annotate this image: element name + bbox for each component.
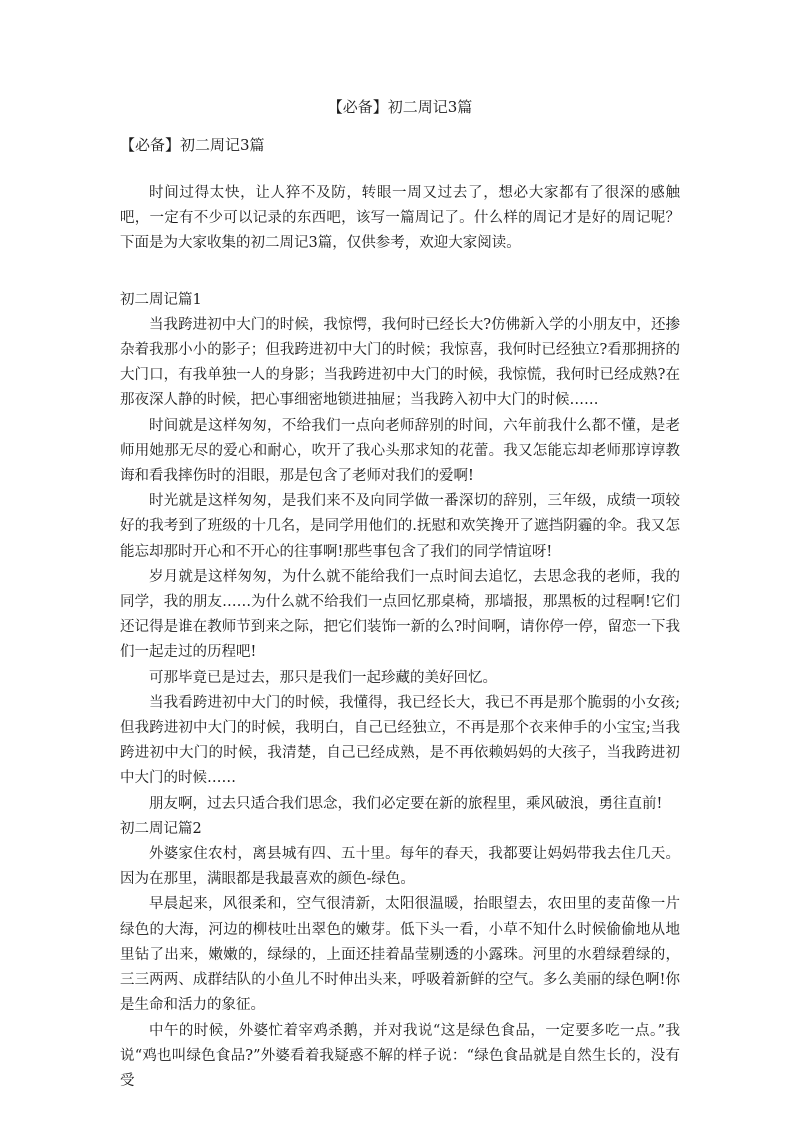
body-paragraph: 时光就是这样匆匆，是我们来不及向同学做一番深切的辞别，三年级，成绩一项较好的我考到了班级的十几名，是同学用他们的.抚慰和欢笑搀开了遮挡阴霾的伞。我又怎能忘却那时开心和不开心的往事啊!那些事包含了我们的同学情谊呀! [120,493,680,560]
section-heading: 初二周记篇1 [120,291,202,308]
document-body [120,181,680,1094]
section-heading: 初二周记篇2 [120,820,202,837]
document-title: 【必备】初二周记3篇 [327,98,473,116]
document-subtitle: 【必备】初二周记3篇 [120,136,265,154]
intro-paragraph: 时间过得太快，让人猝不及防，转眼一周又过去了，想必大家都有了很深的感触吧，一定有不少可以记录的东西吧，该写一篇周记了。什么样的周记才是好的周记呢？下面是为大家收集的初二周记3篇，仅供参考，欢迎大家阅读。 [120,185,680,252]
body-paragraph: 外婆家住农村，离县城有四、五十里。每年的春天，我都要让妈妈带我去住几天。因为在那里，满眼都是我最喜欢的颜色-绿色。 [120,846,680,888]
body-paragraph: 当我跨进初中大门的时候，我惊愕，我何时已经长大?仿佛新入学的小朋友中，还掺杂着我那小小的影子；但我跨进初中大门的时候；我惊喜，我何时已经独立?看那拥挤的大门口，有我单独一人的身影；当我跨进初中大门的时候，我惊慌，我何时已经成熟?在那夜深人静的时候，把心事细密地锁进抽屉；当我跨入初中大门的时候…… [120,316,680,409]
body-paragraph: 时间就是这样匆匆，不给我们一点向老师辞别的时间，六年前我什么都不懂，是老师用她那无尽的爱心和耐心，吹开了我心头那求知的花蕾。我又怎能忘却老师那谆谆教诲和看我摔伤时的泪眼，那是包含了老师对我们的爱啊! [120,417,680,485]
body-paragraph: 朋友啊，过去只适合我们思念，我们必定要在新的旅程里，乘风破浪，勇往直前! [149,795,663,812]
body-paragraph: 中午的时候，外婆忙着宰鸡杀鹅，并对我说“这是绿色食品，一定要多吃一点。”我说“鸡也叫绿色食品?”外婆看着我疑惑不解的样子说：“绿色食品就是自然生长的，没有受 [120,1022,680,1089]
body-paragraph: 可那毕竟已是过去，那只是我们一起珍藏的美好回忆。 [149,669,497,686]
body-paragraph: 当我看跨进初中大门的时候，我懂得，我已经长大，我已不再是那个脆弱的小女孩;但我跨进初中大门的时候，我明白，自己已经独立，不再是那个衣来伸手的小宝宝;当我跨进初中大门的时候，我清楚，自己已经成熟，是不再依赖妈妈的大孩子，当我跨进初中大门的时候…… [120,694,680,787]
body-paragraph: 岁月就是这样匆匆，为什么就不能给我们一点时间去追忆，去思念我的老师，我的同学，我的朋友……为什么就不给我们一点回忆那桌椅，那墙报，那黑板的过程啊!它们还记得是谁在教师节到来之际，把它们装饰一新的么?时间啊，请你停一停，留恋一下我们一起走过的历程吧! [120,568,680,661]
body-paragraph: 早晨起来，风很柔和，空气很清新，太阳很温暖，抬眼望去，农田里的麦苗像一片绿色的大海，河边的柳枝吐出翠色的嫩芽。低下头一看，小草不知什么时候偷偷地从地里钻了出来，嫩嫩的，绿绿的，上面还挂着晶莹剔透的小露珠。河里的水碧绿碧绿的，三三两两、成群结队的小鱼儿不时伸出头来，呼吸着新鲜的空气。多么美丽的绿色啊!你是生命和活力的象征。 [120,896,680,1014]
